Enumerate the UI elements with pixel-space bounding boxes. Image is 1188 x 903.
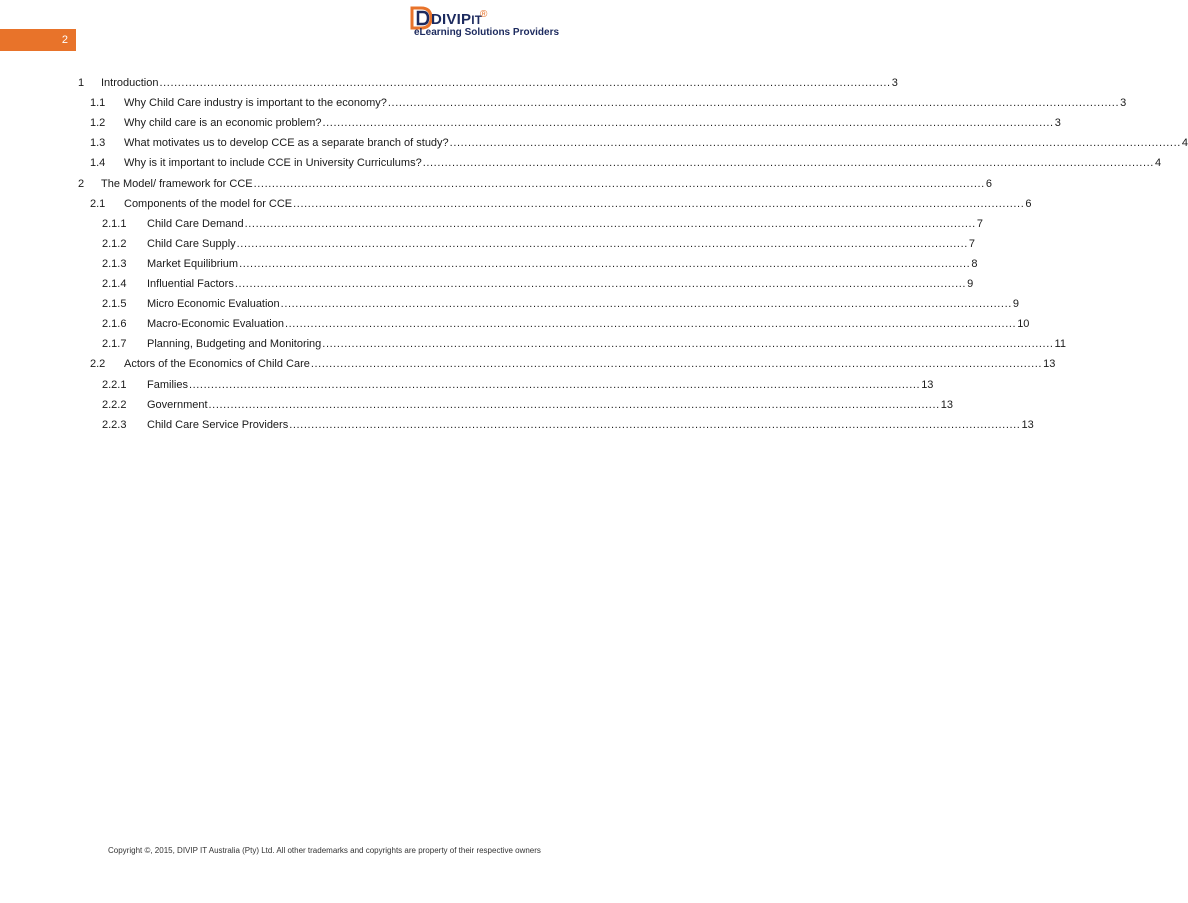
toc-entry[interactable] bbox=[90, 156, 1162, 170]
toc-entry-title: Market Equilibrium bbox=[147, 257, 239, 270]
toc-entry[interactable] bbox=[102, 398, 954, 412]
toc-entry-title: Child Care Supply bbox=[147, 237, 236, 250]
toc-entry[interactable] bbox=[102, 297, 1020, 311]
toc-entry-number: 2.2.1 bbox=[102, 378, 127, 391]
toc-entry-page: 7 bbox=[976, 217, 983, 230]
toc-dot-leader: ........................................................................................................................................................................................................ bbox=[449, 137, 1181, 150]
toc-entry-number: 2.1.6 bbox=[102, 318, 127, 331]
toc-entry-number: 2.1.5 bbox=[102, 298, 127, 311]
toc-entry-number: 2.1.2 bbox=[102, 237, 127, 250]
toc-entry-page: 3 bbox=[1120, 97, 1127, 110]
toc-entry-title: Micro Economic Evaluation bbox=[147, 298, 280, 311]
toc-dot-leader: ........................................................................................................................................................................................................ bbox=[322, 338, 1054, 351]
toc-entry[interactable] bbox=[78, 177, 992, 191]
toc-dot-leader: ........................................................................................................................................................................................................ bbox=[284, 318, 1017, 331]
toc-dot-leader: ........................................................................................................................................................................................................ bbox=[289, 418, 1021, 431]
toc-entry-page: 9 bbox=[967, 278, 974, 290]
page-number: 2 bbox=[61, 34, 68, 46]
toc-entry[interactable] bbox=[102, 337, 1066, 351]
toc-entry[interactable] bbox=[102, 317, 1030, 331]
toc-entry-page: 13 bbox=[940, 398, 954, 411]
toc-entry-title: The Model/ framework for CCE bbox=[101, 177, 253, 190]
toc-entry[interactable] bbox=[90, 96, 1127, 110]
toc-entry-number: 2.1.7 bbox=[102, 338, 127, 351]
toc-entry-number: 2.1 bbox=[90, 197, 106, 210]
toc-entry-number: 1.4 bbox=[90, 157, 106, 170]
toc-entry-page: 4 bbox=[1181, 137, 1188, 150]
toc-entry[interactable] bbox=[90, 197, 1032, 211]
toc-dot-leader: ........................................................................................................................................................................................................ bbox=[310, 358, 1043, 371]
toc-entry-number: 2 bbox=[78, 177, 85, 190]
toc-entry-page: 8 bbox=[971, 257, 978, 270]
toc-dot-leader: ........................................................................................................................................................................................................ bbox=[422, 157, 1154, 170]
toc-dot-leader: ........................................................................................................................................................................................................ bbox=[280, 298, 1012, 311]
toc-dot-leader: ........................................................................................................................................................................................................ bbox=[293, 197, 1025, 210]
toc-entry-title: Planning, Budgeting and Monitoring bbox=[147, 338, 322, 351]
page-number-tab bbox=[0, 29, 76, 51]
registered-mark: ® bbox=[480, 9, 488, 20]
toc-entry-page: 10 bbox=[1017, 318, 1030, 331]
toc-entry[interactable] bbox=[90, 136, 1188, 150]
toc-dot-leader: ........................................................................................................................................................................................................ bbox=[387, 97, 1120, 110]
toc-entry[interactable] bbox=[102, 418, 1034, 432]
toc-entry-title: Macro-Economic Evaluation bbox=[147, 318, 284, 331]
toc-entry-title: Families bbox=[147, 378, 188, 391]
toc-entry-number: 1.3 bbox=[90, 137, 106, 150]
toc-dot-leader: ........................................................................................................................................................................................................ bbox=[322, 117, 1054, 130]
toc-entry[interactable] bbox=[102, 257, 978, 271]
toc-entry-page: 6 bbox=[985, 177, 992, 190]
toc-entry-number: 2.1.4 bbox=[102, 278, 127, 290]
toc-dot-leader: ........................................................................................................................................................................................................ bbox=[253, 177, 985, 190]
toc-entry-title: Components of the model for CCE bbox=[124, 197, 293, 210]
toc-entry-title: Why child care is an economic problem? bbox=[124, 117, 322, 130]
toc-dot-leader: ........................................................................................................................................................................................................ bbox=[244, 217, 976, 230]
toc-entry-page: 7 bbox=[968, 237, 976, 250]
toc-entry-number: 2.2.3 bbox=[102, 418, 127, 431]
toc-dot-leader: ........................................................................................................................................................................................................ bbox=[239, 257, 971, 270]
toc-entry-title: Actors of the Economics of Child Care bbox=[124, 358, 310, 371]
toc-entry[interactable] bbox=[102, 217, 983, 231]
toc-entry-number: 1 bbox=[78, 77, 85, 89]
toc-entry[interactable] bbox=[78, 76, 898, 90]
toc-entry[interactable] bbox=[90, 357, 1056, 371]
toc-entry-number: 2.1.3 bbox=[102, 257, 127, 270]
toc-entry-title: Child Care Demand bbox=[147, 217, 244, 230]
toc-dot-leader: ........................................................................................................................................................................................................ bbox=[236, 237, 968, 250]
toc-entry-page: 3 bbox=[1054, 117, 1061, 130]
toc-entry-title: Introduction bbox=[101, 77, 159, 89]
toc-entry-page: 11 bbox=[1054, 338, 1066, 351]
toc-entry-number: 1.1 bbox=[90, 97, 106, 110]
toc-entry-page: 13 bbox=[1043, 358, 1056, 371]
company-logo bbox=[409, 5, 569, 45]
copyright-footer: Copyright ©, 2015, DIVIP IT Australia (Pty) Ltd. All other trademarks and copyrights are property of their respective owners bbox=[108, 846, 541, 855]
toc-dot-leader: ........................................................................................................................................................................................................ bbox=[159, 77, 891, 89]
toc-dot-leader: ........................................................................................................................................................................................................ bbox=[188, 378, 921, 391]
toc-entry-number: 2.2.2 bbox=[102, 398, 127, 411]
toc-dot-leader: ........................................................................................................................................................................................................ bbox=[234, 278, 967, 290]
toc-entry-page: 9 bbox=[1012, 298, 1020, 311]
toc-entry-page: 4 bbox=[1154, 157, 1162, 170]
toc-entry-number: 1.2 bbox=[90, 117, 106, 130]
toc-entry[interactable] bbox=[102, 237, 976, 251]
toc-entry-title: What motivates us to develop CCE as a separate branch of study? bbox=[124, 137, 449, 150]
toc-entry[interactable] bbox=[102, 277, 974, 291]
toc-entry-number: 2.2 bbox=[90, 358, 106, 371]
logo-name: DIVIPIT bbox=[431, 11, 483, 28]
toc-entry-title: Influential Factors bbox=[147, 278, 234, 290]
toc-entry-title: Why Child Care industry is important to the economy? bbox=[124, 97, 387, 110]
toc-dot-leader: ........................................................................................................................................................................................................ bbox=[208, 398, 940, 411]
toc-entry-title: Government bbox=[147, 398, 208, 411]
toc-entry-title: Child Care Service Providers bbox=[147, 418, 289, 431]
toc-entry-page: 3 bbox=[891, 77, 898, 89]
logo-tagline: eLearning Solutions Providers bbox=[414, 27, 560, 38]
toc-entry-page: 13 bbox=[921, 378, 934, 391]
toc-entry-page: 13 bbox=[1021, 418, 1034, 431]
toc-entry-page: 6 bbox=[1025, 197, 1032, 210]
toc-entry[interactable] bbox=[102, 378, 934, 392]
toc-entry-title: Why is it important to include CCE in University Curriculums? bbox=[124, 157, 422, 170]
toc-entry[interactable] bbox=[90, 116, 1061, 130]
toc-entry-number: 2.1.1 bbox=[102, 217, 127, 230]
